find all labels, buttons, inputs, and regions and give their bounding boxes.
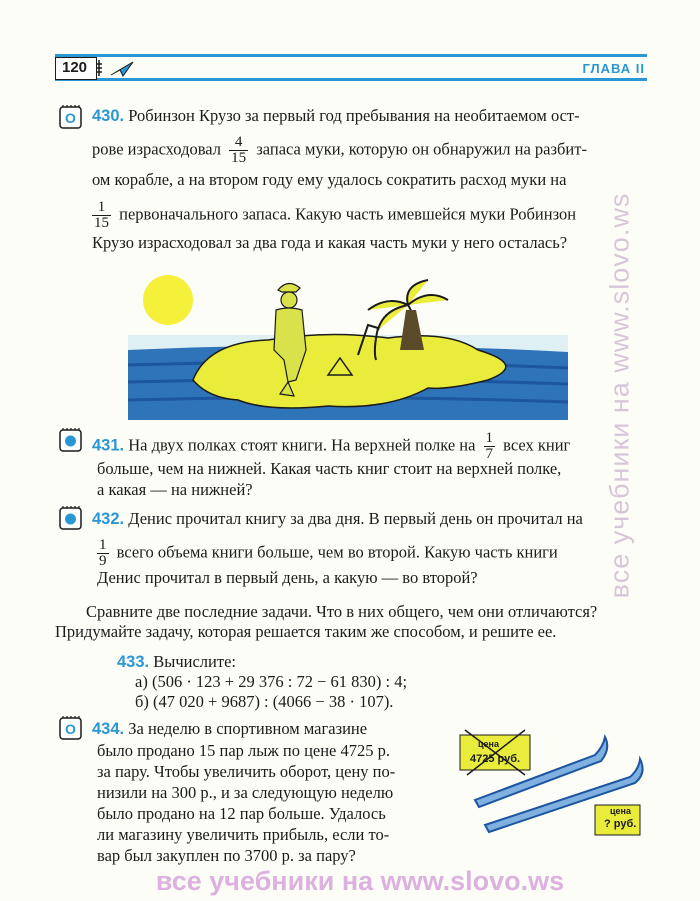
sun-icon [143, 275, 193, 325]
p434-line5: было продано на 12 пар больше. Удалось [97, 804, 386, 823]
chapter-title: ГЛАВА II [582, 61, 645, 76]
p430-line1: 430. Робинзон Крузо за первый год пребывания на необитаемом ост- [92, 106, 580, 125]
p432-fraction: $\frac{1}{9}$ [99, 537, 107, 569]
p430-number: 430. [92, 107, 125, 125]
p433-part-b: б) (47 020 + 9687) : (4066 − 38 · 107). [135, 692, 394, 711]
difficulty-dot-icon [57, 505, 83, 531]
page-number: 120 [62, 59, 88, 76]
p434-line7: вар был закуплен по 3700 р. за пару? [97, 846, 356, 865]
page-number-box [55, 57, 97, 80]
p432-line2: $\frac{1}{9}$ всего объема книги больше, чем во второй. Какую часть книги [99, 537, 558, 569]
p432-line3: Денис прочитал в первый день, а какую — во второй? [97, 568, 478, 587]
difficulty-dot-icon [57, 427, 83, 453]
p430-line4: $\frac{1}{15}$ первоначального запаса. Какую часть имевшейся муки Робинзон [94, 199, 577, 231]
p430-line3: ом корабле, а на втором году ему удалось сократить расход муки на [92, 170, 567, 189]
difficulty-o-icon [57, 715, 83, 741]
price-tag-old-label: цена [478, 739, 499, 749]
compare-line1: Сравните две последние задачи. Что в них общего, чем они отличаются? [86, 602, 598, 621]
p433-number: 433. [117, 653, 150, 671]
p434-line6: ли магазину увеличить прибыль, если то- [97, 825, 390, 844]
robinson-island-illustration [128, 270, 568, 420]
side-watermark: все учебники на www.slovo.ws [604, 192, 635, 599]
p431-line3: а какая — на нижней? [97, 480, 253, 499]
price-tag-old-price: 4725 руб. [470, 753, 521, 765]
p434-number: 434. [92, 720, 125, 738]
p434-line4: низили на 300 р., и за следующую неделю [97, 783, 394, 802]
p434-line3: за пару. Чтобы увеличить оборот, цену по- [97, 762, 396, 781]
p433-part-a: а) (506 · 123 + 29 376 : 72 − 61 830) : 4; [135, 672, 408, 691]
header-rule-bottom [55, 78, 647, 81]
p430-line2: рове израсходовал $\frac{4}{15}$ запаса муки, которую он обнаружил на разбит- [92, 134, 587, 166]
p432-number: 432. [92, 510, 125, 528]
p431-line2: больше, чем на нижней. Какая часть книг стоит на верхней полке, [97, 459, 562, 478]
p432-line1: 432. Денис прочитал книгу за два дня. В первый день он прочитал на [92, 509, 583, 528]
p431-line1: 431. На двух полках стоят книги. На верхней полке на $\frac{1}{7}$ всех книг [92, 430, 571, 462]
price-tag-new-label: цена [610, 806, 631, 816]
p434-line1: 434. За неделю в спортивном магазине [92, 719, 368, 738]
header-rule [55, 54, 647, 57]
svg-text:О: О [65, 721, 76, 737]
compare-line2: Придумайте задачу, которая решается таким же способом, и решите ее. [55, 622, 557, 641]
bottom-watermark: все учебники на www.slovo.ws [155, 866, 565, 896]
p434-line2: было продано 15 пар лыж по цене 4725 р. [97, 741, 391, 760]
svg-text:О: О [65, 110, 76, 126]
p430-fraction-1: $\frac{4}{15}$ [231, 134, 247, 166]
page-header [55, 52, 647, 82]
p431-number: 431. [92, 436, 125, 455]
p430-line5: Крузо израсходовал за два года и какая часть муки у него осталась? [92, 233, 568, 252]
p433-title: 433. Вычислите: [117, 652, 236, 671]
bookmark-arrow-icon [97, 58, 139, 78]
p431-fraction: $\frac{1}{7}$ [485, 430, 494, 462]
difficulty-o-icon [57, 104, 83, 130]
p430-fraction-2: $\frac{1}{15}$ [94, 199, 109, 231]
price-tag-new-price: ? руб. [604, 818, 637, 830]
